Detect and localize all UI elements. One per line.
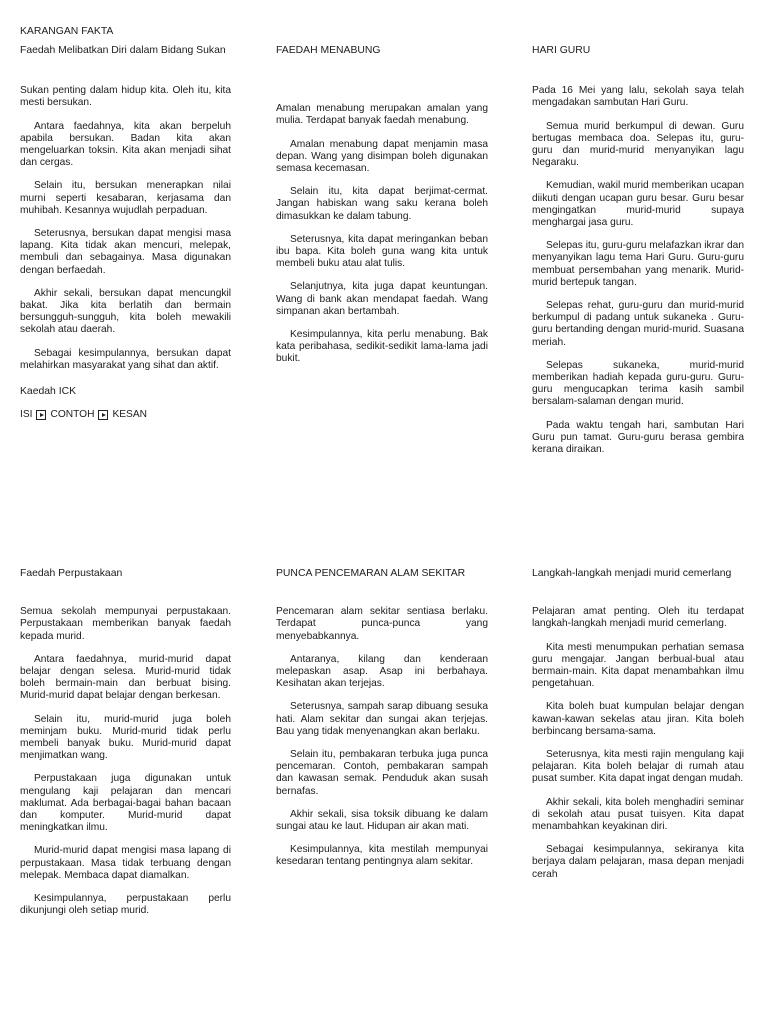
essay-paragraph: Amalan menabung merupakan amalan yang mulia. Terdapat banyak faedah menabung. (276, 103, 488, 127)
essay-hari-guru (532, 45, 744, 467)
essay-paragraph: Kita boleh buat kumpulan belajar dengan kawan-kawan sekelas atau jiran. Kita boleh berbincang bersama-sama. (532, 701, 744, 737)
kaedah-step-contoh: CONTOH (50, 409, 95, 421)
essay-body (20, 85, 231, 372)
essay-pencemaran (276, 568, 488, 880)
essay-paragraph: Seterusnya, bersukan dapat mengisi masa lapang. Kita tidak akan mencuri, melepak, membuli dan sebagainya. Masa digunakan dengan berfaedah. (20, 228, 231, 276)
essay-paragraph: Semua sekolah mempunyai perpustakaan. Perpustakaan memberikan banyak faedah kepada murid. (20, 606, 231, 642)
essay-paragraph: Amalan menabung dapat menjamin masa depan. Wang yang disimpan boleh digunakan semasa kecemasan. (276, 138, 488, 175)
essay-paragraph: Sukan penting dalam hidup kita. Oleh itu, kita mesti bersukan. (20, 85, 231, 109)
essay-paragraph: Kesimpulannya, kita mestilah mempunyai kesedaran tentang pentingnya alam sekitar. (276, 844, 488, 868)
essay-paragraph: Perpustakaan juga digunakan untuk mengulang kaji pelajaran dan mencari maklumat. Ada berbagai-bagai bahan bacaan dan komputer. Murid-murid dapat meningkatkan ilmu. (20, 773, 231, 834)
essay-paragraph: Pada 16 Mei yang lalu, sekolah saya telah mengadakan sambutan Hari Guru. (532, 85, 744, 109)
kaedah-step-isi: ISI (20, 409, 33, 421)
essay-paragraph: Akhir sekali, kita boleh menghadiri seminar di sekolah atau pusat tuisyen. Kita dapat menambahkan keyakinan diri. (532, 796, 744, 833)
essay-title: Faedah Perpustakaan (20, 568, 123, 579)
essay-paragraph: Pencemaran alam sekitar sentiasa berlaku. Terdapat punca-punca yang menyebabkannya. (276, 606, 488, 642)
essay-body (276, 606, 488, 868)
essay-paragraph: Selepas itu, guru-guru melafazkan ikrar dan menyanyikan lagu tema Hari Guru. Guru-guru membuat persembahan yang menarik. Murid-murid bertepuk tangan. (532, 240, 744, 288)
essay-paragraph: Kita mesti menumpukan perhatian semasa guru mengajar. Jangan berbual-bual atau bermain-main. Kita dapat menambahkan ilmu pengetahuan. (532, 641, 744, 690)
essay-paragraph: Seterusnya, sampah sarap dibuang sesuka hati. Alam sekitar dan sungai akan terjejas. Bau yang tidak menyenangkan akan berlaku. (276, 701, 488, 737)
essay-paragraph: Selain itu, kita dapat berjimat-cermat. Jangan habiskan wang saku kerana boleh dimasukkan ke dalam tabung. (276, 186, 488, 222)
essay-paragraph: Selain itu, pembakaran terbuka juga punca pencemaran. Contoh, pembakaran sampah dan kawasan semak. Penduduk akan susah bernafas. (276, 749, 488, 797)
essay-paragraph: Akhir sekali, sisa toksik dibuang ke dalam sungai atau ke laut. Hidupan air akan mati. (276, 808, 488, 833)
essay-murid-cemerlang (532, 568, 744, 892)
page-header: KARANGAN FAKTA (20, 26, 114, 37)
kaedah-step-kesan: KESAN (112, 409, 147, 421)
essay-title: PUNCA PENCEMARAN ALAM SEKITAR (276, 568, 466, 579)
essay-paragraph: Kemudian, wakil murid memberikan ucapan diikuti dengan ucapan guru besar. Guru besar mengingatkan murid-murid supaya menghargai jasa guru. (532, 180, 744, 229)
essay-paragraph: Kesimpulannya, kita perlu menabung. Bak kata peribahasa, sedikit-sedikit lama-lama jadi bukit. (276, 329, 488, 365)
essay-paragraph: Antaranya, kilang dan kenderaan melepaskan asap. Asap ini berbahaya. Kesihatan akan terjejas. (276, 653, 488, 690)
essay-paragraph: Murid-murid dapat mengisi masa lapang di perpustakaan. Masa tidak terbuang dengan melepak. Membaca dapat diamalkan. (20, 845, 231, 881)
essay-paragraph: Sebagai kesimpulannya, sekiranya kita berjaya dalam pelajaran, masa depan menjadi cerah (532, 844, 744, 880)
essay-paragraph: Seterusnya, kita mesti rajin mengulang kaji pelajaran. Kita boleh belajar di rumah atau pusat sumber. Kita dapat ingat dengan mudah. (532, 749, 744, 785)
essay-paragraph: Selepas rehat, guru-guru dan murid-murid berkumpul di padang untuk sukaneka . Guru-guru bertanding dengan murid-murid. Suasana meriah. (532, 300, 744, 348)
essay-paragraph: Antara faedahnya, murid-murid dapat belajar dengan selesa. Murid-murid tidak boleh bermain-main dan berbuat bising. Murid-murid dapat belajar dengan berkesan. (20, 653, 231, 702)
arrow-right-icon (36, 410, 46, 420)
essay-paragraph: Sebagai kesimpulannya, bersukan dapat melahirkan masyarakat yang sihat dan aktif. (20, 347, 231, 371)
essay-paragraph: Selain itu, murid-murid juga boleh meminjam buku. Murid-murid tidak perlu membeli banyak buku. Murid-murid dapat menjimatkan wang. (20, 713, 231, 762)
essay-perpustakaan (20, 568, 231, 928)
essay-body (532, 85, 744, 456)
essay-paragraph: Antara faedahnya, kita akan berpeluh apabila bersukan. Badan kita akan mengeluarkan toksin. Kita akan menjadi sihat dan cergas. (20, 120, 231, 169)
essay-paragraph: Pelajaran amat penting. Oleh itu terdapat langkah-langkah menjadi murid cemerlang. (532, 606, 744, 630)
essay-paragraph: Semua murid berkumpul di dewan. Guru bertugas membaca doa. Selepas itu, guru-guru dan murid-murid menyanyikan lagu Negaraku. (532, 120, 744, 169)
essay-sukan (20, 45, 231, 383)
essay-paragraph: Seterusnya, kita dapat meringankan beban ibu bapa. Kita boleh guna wang kita untuk membeli buku atau alat tulis. (276, 233, 488, 270)
essay-body (276, 103, 488, 365)
essay-title: FAEDAH MENABUNG (276, 45, 381, 56)
kaedah-title: Kaedah ICK (20, 386, 77, 397)
essay-paragraph: Kesimpulannya, perpustakaan perlu dikunjungi oleh setiap murid. (20, 893, 231, 917)
kaedah-flow (20, 409, 250, 421)
essay-paragraph: Pada waktu tengah hari, sambutan Hari Guru pun tamat. Guru-guru berasa gembira kerana diraikan. (532, 419, 744, 456)
essay-body (532, 606, 744, 881)
essay-paragraph: Akhir sekali, bersukan dapat mencungkil bakat. Jika kita berlatih dan bermain bersungguh-sungguh, kita boleh mewakili sekolah atau daerah. (20, 287, 231, 336)
essay-paragraph: Selain itu, bersukan menerapkan nilai murni seperti kesabaran, kerjasama dan muhibah. Kesannya wujudlah perpaduan. (20, 180, 231, 216)
kaedah-ick (20, 386, 250, 421)
arrow-right-icon (98, 410, 108, 420)
essay-title: HARI GURU (532, 45, 591, 56)
essay-body (20, 606, 231, 917)
essay-menabung (276, 45, 488, 377)
essay-title: Langkah-langkah menjadi murid cemerlang (532, 568, 732, 579)
essay-paragraph: Selanjutnya, kita juga dapat keuntungan. Wang di bank akan mendapat faedah. Wang simpanan akan bertambah. (276, 281, 488, 317)
essay-paragraph: Selepas sukaneka, murid-murid memberikan hadiah kepada guru-guru. Guru-guru mengucapkan terima kasih sambil bersalam-salaman dengan murid. (532, 359, 744, 408)
essay-title: Faedah Melibatkan Diri dalam Bidang Sukan (20, 45, 226, 56)
